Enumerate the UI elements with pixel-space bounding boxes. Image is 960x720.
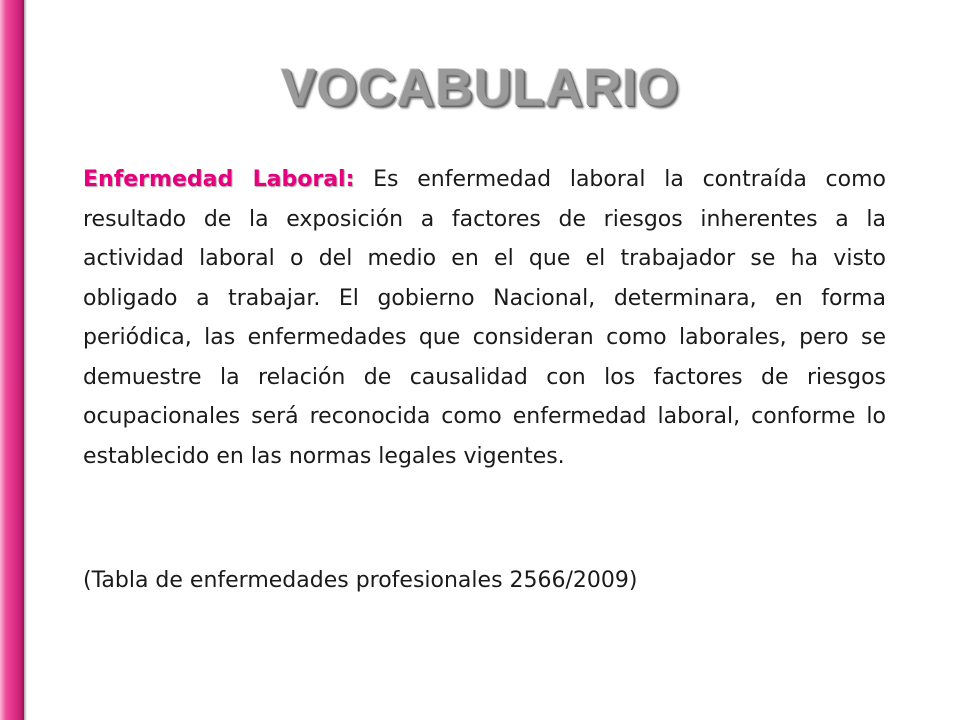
definition-term: Enfermedad Laboral: — [83, 167, 355, 192]
reference-note: (Tabla de enfermedades profesionales 2566/2009) — [83, 568, 638, 593]
slide-title: VOCABULARIO — [280, 59, 680, 117]
definition-paragraph — [83, 160, 886, 476]
definition-text: Es enfermedad laboral la contraída como resultado de la exposición a factores de riesgos inherentes a la actividad laboral o del medio en el que el trabajador se ha visto obligado a trabajar. El gobierno Nacional, determinara, en forma periódica, las enfermedades que consideran como laborales, pero se demuestre la relación de causalidad con los factores de riesgos ocupacionales será reconocida como enfermedad laboral, conforme lo establecido en las normas legales vigentes. — [83, 167, 886, 469]
